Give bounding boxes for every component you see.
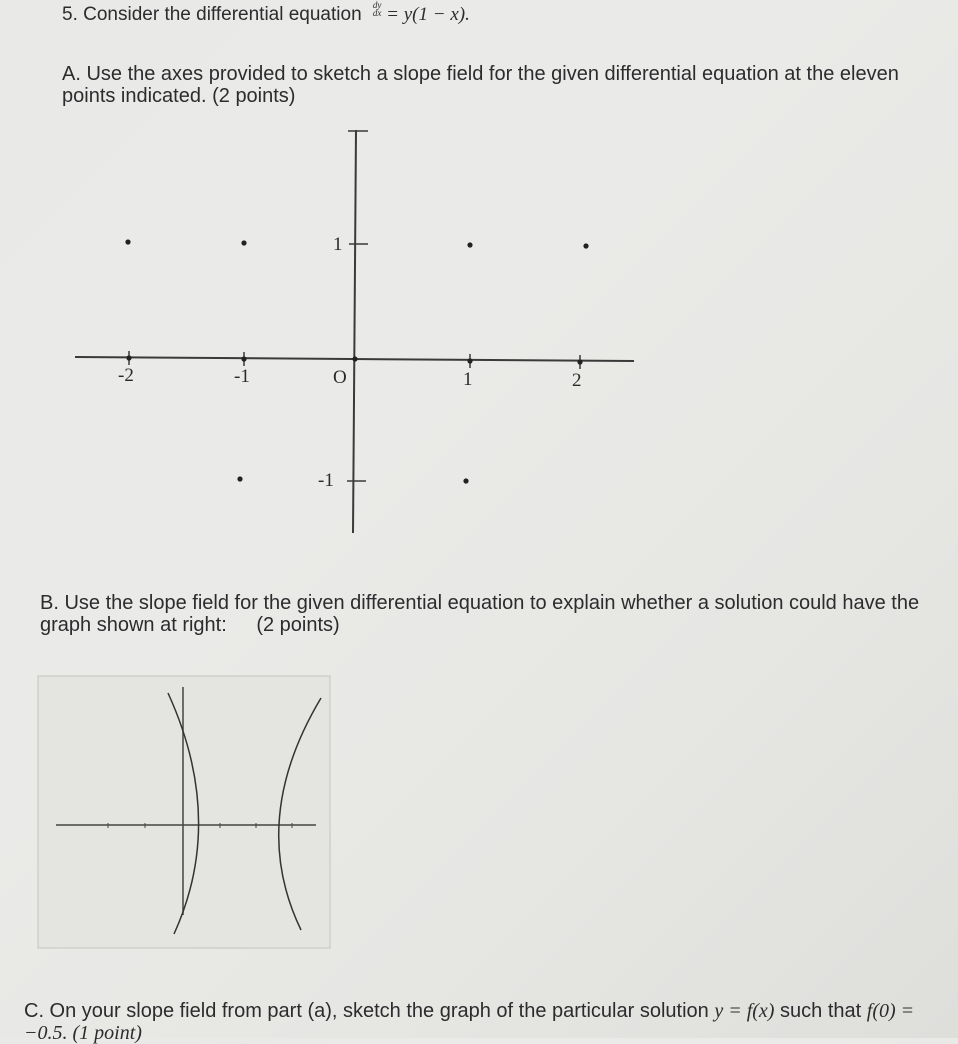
y-axis (353, 130, 356, 533)
point[interactable] (463, 478, 468, 483)
x-label-2: 2 (572, 370, 582, 391)
point[interactable] (125, 239, 130, 244)
part-b-instructions: B. Use the slope field for the given differential equation to explain whether a solution could have the graph shown at right: (2 points) (40, 592, 920, 636)
x-label-neg2: -2 (118, 365, 134, 386)
point[interactable] (467, 242, 472, 247)
part-c-instructions: C. On your slope field from part (a), sketch the graph of the particular solution y = f(x) such that f(0) = −0.5. (1 point) (24, 1000, 915, 1044)
point[interactable] (126, 355, 131, 360)
question-title: 5. Consider the differential equation dy dx = y(1 − x). (62, 0, 470, 25)
point[interactable] (577, 359, 582, 364)
solution-graph-figure (38, 676, 330, 948)
y-label-1: 1 (333, 234, 343, 255)
point[interactable] (241, 240, 246, 245)
x-label-neg1: -1 (234, 366, 250, 387)
x-label-1: 1 (463, 369, 473, 390)
slope-field-points[interactable] (125, 239, 588, 483)
point[interactable] (352, 356, 357, 361)
point[interactable] (583, 243, 588, 248)
y-label-neg1: -1 (318, 470, 334, 491)
point[interactable] (241, 356, 246, 361)
point[interactable] (237, 476, 242, 481)
point[interactable] (467, 358, 472, 363)
part-a-instructions: A. Use the axes provided to sketch a slope field for the given differential equation at the eleven points indicated. (2 points) (62, 63, 899, 107)
origin-label: O (333, 367, 347, 388)
